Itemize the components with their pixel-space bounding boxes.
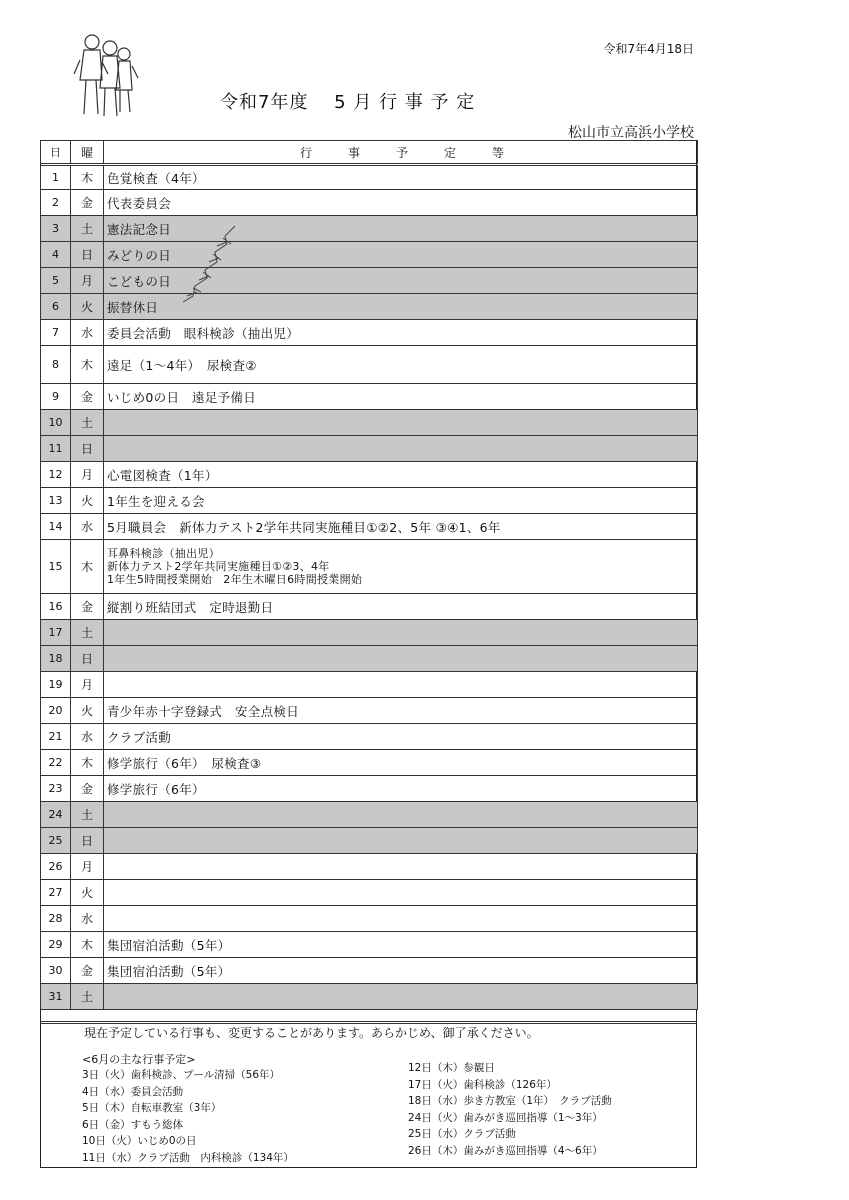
table-row [41, 190, 698, 216]
cell-day: 16 [41, 594, 71, 620]
cell-day: 7 [41, 320, 71, 346]
cell-event: クラブ活動 [104, 724, 698, 750]
table-row [41, 672, 698, 698]
cell-event: 遠足（1～4年） 尿検査② [104, 346, 698, 384]
change-notice: 現在予定している行事も、変更することがあります。あらかじめ、御了承ください。 [84, 1026, 539, 1040]
cell-weekday: 日 [71, 436, 104, 462]
table-header-row [41, 141, 698, 165]
june-events-right [408, 1060, 612, 1159]
sketch-watermark-icon [165, 222, 245, 310]
cell-day: 15 [41, 540, 71, 594]
table-row [41, 514, 698, 540]
june-events-left [82, 1067, 294, 1166]
cell-day: 6 [41, 294, 71, 320]
cell-event [104, 802, 698, 828]
june-event: 11日（水）クラブ活動 内科検診（134年） [82, 1151, 294, 1164]
table-row [41, 462, 698, 488]
cell-event [104, 880, 698, 906]
cell-day: 17 [41, 620, 71, 646]
cell-event: 集団宿泊活動（5年） [104, 932, 698, 958]
cell-day: 21 [41, 724, 71, 750]
june-heading: <6月の主な行事予定> [82, 1053, 196, 1066]
cell-event: 縦割り班結団式 定時退勤日 [104, 594, 698, 620]
cell-day: 29 [41, 932, 71, 958]
cell-weekday: 木 [71, 165, 104, 190]
table-row [41, 906, 698, 932]
cell-day: 27 [41, 880, 71, 906]
table-row [41, 384, 698, 410]
june-event: 17日（火）歯科検診（126年） [408, 1078, 557, 1091]
table-row [41, 410, 698, 436]
cell-day: 30 [41, 958, 71, 984]
table-row [41, 216, 698, 242]
june-event: 4日（水）委員会活動 [82, 1085, 184, 1098]
cell-event: 代表委員会 [104, 190, 698, 216]
cell-event [104, 906, 698, 932]
table-row [41, 776, 698, 802]
cell-day: 3 [41, 216, 71, 242]
col-header-events: 行 事 予 定 等 [104, 141, 698, 165]
june-event: 26日（木）歯みがき巡回指導（4～6年） [408, 1144, 603, 1157]
cell-event: 青少年赤十字登録式 安全点検日 [104, 698, 698, 724]
cell-event: みどりの日 [104, 242, 698, 268]
issue-date: 令和7年4月18日 [603, 42, 694, 56]
table-row [41, 880, 698, 906]
cell-day: 11 [41, 436, 71, 462]
cell-weekday: 月 [71, 854, 104, 880]
cell-weekday: 火 [71, 698, 104, 724]
table-row [41, 802, 698, 828]
cell-day: 13 [41, 488, 71, 514]
cell-day: 5 [41, 268, 71, 294]
page-title: 令和7年度 5 月 行 事 予 定 [220, 92, 476, 113]
cell-day: 1 [41, 165, 71, 190]
cell-event: いじめ0の日 遠足予備日 [104, 384, 698, 410]
cell-day: 20 [41, 698, 71, 724]
cell-weekday: 木 [71, 346, 104, 384]
cell-day: 31 [41, 984, 71, 1010]
cell-day: 4 [41, 242, 71, 268]
cell-weekday: 土 [71, 802, 104, 828]
cell-weekday: 土 [71, 410, 104, 436]
col-header-day: 日 [41, 141, 71, 165]
cell-event [104, 672, 698, 698]
cell-weekday: 水 [71, 724, 104, 750]
cell-event: 色覚検査（4年） [104, 165, 698, 190]
cell-event: 耳鼻科検診（抽出児） 新体力テスト2学年共同実施種目①②3、4年 1年生5時間授業開始 2年生木曜日6時間授業開始 [104, 540, 698, 594]
cell-event [104, 410, 698, 436]
cell-event: 修学旅行（6年） 尿検査③ [104, 750, 698, 776]
schedule-table [40, 140, 698, 1010]
school-name: 松山市立高浜小学校 [568, 125, 694, 141]
table-row [41, 488, 698, 514]
june-event: 24日（火）歯みがき巡回指導（1～3年） [408, 1111, 603, 1124]
cell-weekday: 水 [71, 906, 104, 932]
cell-day: 23 [41, 776, 71, 802]
table-row [41, 750, 698, 776]
cell-event: 憲法記念日 [104, 216, 698, 242]
table-row [41, 294, 698, 320]
june-event: 3日（火）歯科検診、プール清掃（56年） [82, 1069, 281, 1081]
cell-weekday: 日 [71, 646, 104, 672]
cell-weekday: 土 [71, 984, 104, 1010]
cell-weekday: 土 [71, 620, 104, 646]
cell-weekday: 火 [71, 488, 104, 514]
table-row [41, 268, 698, 294]
cell-weekday: 木 [71, 750, 104, 776]
cell-weekday: 金 [71, 958, 104, 984]
children-illustration-icon [70, 28, 140, 120]
cell-day: 8 [41, 346, 71, 384]
table-row [41, 698, 698, 724]
june-event: 12日（木）参観日 [408, 1062, 495, 1074]
table-row [41, 436, 698, 462]
june-event: 6日（金）すもう総体 [82, 1118, 184, 1131]
cell-day: 12 [41, 462, 71, 488]
cell-weekday: 月 [71, 672, 104, 698]
table-row [41, 828, 698, 854]
cell-weekday: 土 [71, 216, 104, 242]
cell-weekday: 月 [71, 268, 104, 294]
col-header-weekday: 曜 [71, 141, 104, 165]
table-row [41, 724, 698, 750]
cell-event [104, 828, 698, 854]
cell-event [104, 620, 698, 646]
cell-event: 委員会活動 眼科検診（抽出児） [104, 320, 698, 346]
cell-event: 振替休日 [104, 294, 698, 320]
cell-weekday: 火 [71, 880, 104, 906]
cell-weekday: 火 [71, 294, 104, 320]
cell-weekday: 金 [71, 384, 104, 410]
cell-day: 9 [41, 384, 71, 410]
cell-day: 18 [41, 646, 71, 672]
cell-day: 19 [41, 672, 71, 698]
cell-day: 14 [41, 514, 71, 540]
table-row [41, 620, 698, 646]
cell-event [104, 984, 698, 1010]
june-event: 18日（水）歩き方教室（1年） クラブ活動 [408, 1095, 612, 1107]
cell-event: 5月職員会 新体力テスト2学年共同実施種目①②2、5年 ③④1、6年 [104, 514, 698, 540]
table-row [41, 242, 698, 268]
june-event: 25日（水）クラブ活動 [408, 1128, 516, 1140]
cell-weekday: 金 [71, 190, 104, 216]
table-row [41, 932, 698, 958]
cell-day: 24 [41, 802, 71, 828]
cell-day: 10 [41, 410, 71, 436]
table-row [41, 540, 698, 594]
cell-day: 26 [41, 854, 71, 880]
cell-day: 2 [41, 190, 71, 216]
cell-weekday: 水 [71, 320, 104, 346]
cell-weekday: 月 [71, 462, 104, 488]
cell-day: 28 [41, 906, 71, 932]
cell-day: 25 [41, 828, 71, 854]
table-row [41, 594, 698, 620]
table-row [41, 984, 698, 1010]
cell-event: 集団宿泊活動（5年） [104, 958, 698, 984]
cell-event: 修学旅行（6年） [104, 776, 698, 802]
cell-weekday: 金 [71, 776, 104, 802]
table-row [41, 854, 698, 880]
june-event: 5日（木）自転車教室（3年） [82, 1102, 222, 1114]
cell-weekday: 木 [71, 540, 104, 594]
table-row [41, 958, 698, 984]
cell-event: 心電図検査（1年） [104, 462, 698, 488]
cell-weekday: 日 [71, 828, 104, 854]
cell-event [104, 646, 698, 672]
cell-event: こどもの日 [104, 268, 698, 294]
cell-weekday: 水 [71, 514, 104, 540]
cell-weekday: 金 [71, 594, 104, 620]
cell-weekday: 木 [71, 932, 104, 958]
cell-weekday: 日 [71, 242, 104, 268]
june-event: 10日（火）いじめ0の日 [82, 1135, 197, 1147]
table-row [41, 320, 698, 346]
cell-event: 1年生を迎える会 [104, 488, 698, 514]
table-row [41, 646, 698, 672]
cell-day: 22 [41, 750, 71, 776]
table-row [41, 165, 698, 190]
cell-event [104, 854, 698, 880]
cell-event [104, 436, 698, 462]
table-row [41, 346, 698, 384]
